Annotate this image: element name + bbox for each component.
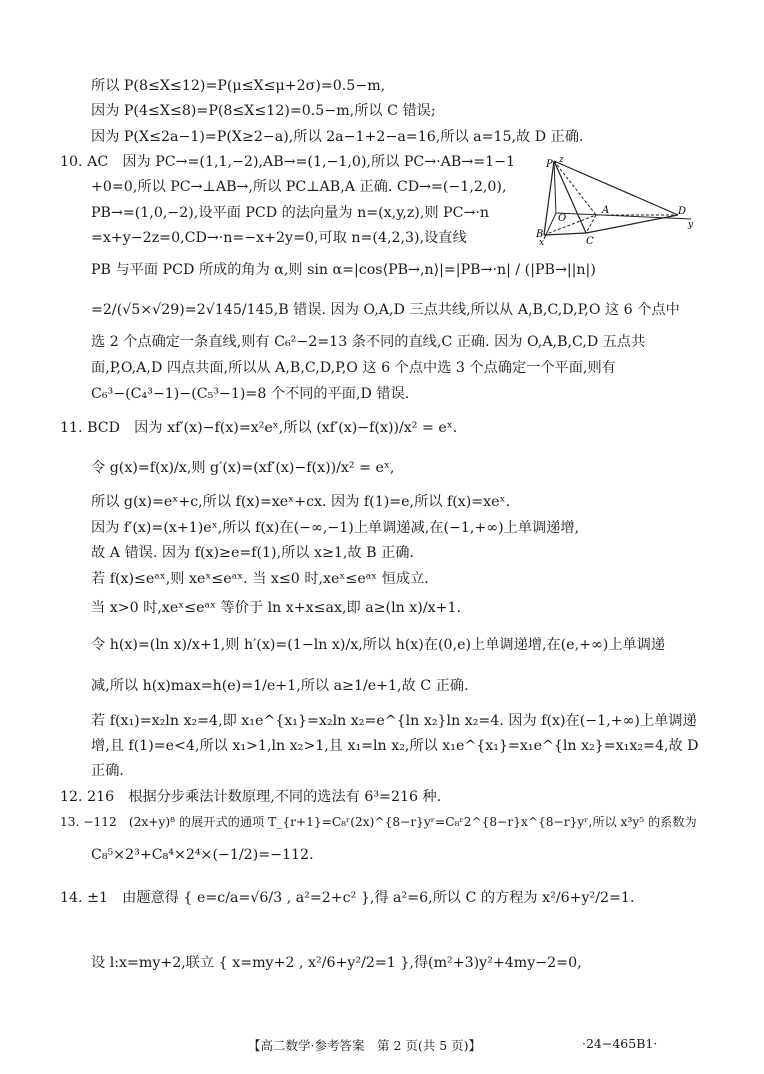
edge-pd [554,161,678,215]
text-line: 因为 P(X≤2a−1)=P(X≥2−a),所以 2a−1+2−a=16,所以 a=15,故 D 正确. [91,129,584,145]
text-line: +0=0,所以 PC→⊥AB→,所以 PC⊥AB,A 正确. CD→=(−1,2,0), [91,179,507,195]
text-line: 正确. [91,763,124,779]
text-line: 所以 g(x)=eˣ+c,所以 f(x)=xeˣ+cx. 因为 f(1)=e,所以 f(x)=xeˣ. [91,494,511,510]
text-line: 13. −112 (2x+y)⁸ 的展开式的通项 T_{r+1}=C₈ʳ(2x)^{8−r}yʳ=C₈ʳ2^{8−r}x^{8−r}yʳ,所以 x³y⁵ 的系数为 [60,815,697,829]
edge-cd [586,215,678,233]
text-line: 当 x>0 时,xeˣ≤eᵃˣ 等价于 ln x+x≤ax,即 a≥(ln x)/x+1. [91,600,462,616]
text-line: =2/(√5×√29)=2√145/145,B 错误. 因为 O,A,D 三点共线,所以从 A,B,C,D,P,O 这 6 个点中 [91,302,680,318]
text-line: 令 g(x)=f(x)/x,则 g′(x)=(xf′(x)−f(x))/x² = eˣ, [91,460,395,476]
label-p: P [546,159,553,170]
edge-bc [544,233,586,235]
text-line: 设 l:x=my+2,联立 { x=my+2 , x²/6+y²/2=1 },得(m²+3)y²+4my−2=0, [91,955,582,971]
text-line: 增,且 f(1)=e<4,所以 x₁>1,ln x₂>1,且 x₁=ln x₂,所以 x₁e^{x₁}=x₁e^{ln x₂}=x₁x₂=4,故 D [91,738,699,754]
text-line: 面,P,O,A,D 四点共面,所以从 A,B,C,D,P,O 这 6 个点中选 3 个点确定一个平面,则有 [91,360,616,376]
label-a: A [602,205,610,216]
text-line: 选 2 个点确定一条直线,则有 C₆²−2=13 条不同的直线,C 正确. 因为 O,A,B,C,D 五点共 [91,334,646,350]
footer-code: ·24−465B1· [582,1036,658,1051]
text-line: 若 f(x)≤eᵃˣ,则 xeˣ≤eᵃˣ. 当 x≤0 时,xeˣ≤eᵃˣ 恒成立. [91,571,429,587]
text-line: 减,所以 h(x)max=h(e)=1/e+1,所以 a≥1/e+1,故 C 正确. [91,678,469,694]
label-c: C [586,236,594,245]
label-x: x [539,238,545,245]
text-line: 若 f(x₁)=x₂ln x₂=4,即 x₁e^{x₁}=x₂ln x₂=e^{ln x₂}ln x₂=4. 因为 f(x)在(−1,+∞)上单调递 [91,713,697,729]
text-line: 11. BCD 因为 xf′(x)−f(x)=x²eˣ,所以 (xf′(x)−f(x))/x² = eˣ. [60,420,458,436]
label-y: y [688,220,694,230]
edge-pb [544,161,554,235]
text-line: PB 与平面 PCD 所成的角为 α,则 sin α=|cos⟨PB→,n⟩|=|PB→·n| / (|PB→||n|) [91,262,596,278]
text-line: 因为 f′(x)=(x+1)eˣ,所以 f(x)在(−∞,−1)上单调递减,在(−1,+∞)上单调递增, [91,520,580,536]
text-line: =x+y−2z=0,CD→·n=−x+2y=0,可取 n=(4,2,3),设直线 [91,230,467,246]
geometry-figure [536,153,698,245]
text-line: 因为 P(4≤X≤8)=P(8≤X≤12)=0.5−m,所以 C 错误; [91,103,436,119]
text-line: C₆³−(C₄³−1)−(C₅³−1)=8 个不同的平面,D 错误. [91,386,410,402]
text-line: 10. AC 因为 PC→=(1,1,−2),AB→=(1,−1,0),所以 PC→·AB→=1−1 [60,154,516,170]
text-line: 令 h(x)=(ln x)/x+1,则 h′(x)=(1−ln x)/x,所以 h(x)在(0,e)上单调递增,在(e,+∞)上单调递 [91,637,666,653]
text-line: 故 A 错误. 因为 f(x)≥e=f(1),所以 x≥1,故 B 正确. [91,545,414,561]
label-b: B [536,229,544,240]
footer-title: 【高二数学·参考答案 第 2 页(共 5 页)】 [248,1038,482,1053]
axis-z-line [554,161,556,213]
label-d: D [678,206,687,217]
label-z: z [559,155,564,165]
text-line: 12. 216 根据分步乘法计数原理,不同的选法有 6³=216 种. [60,789,442,805]
text-line: 14. ±1 由题意得 { e=c/a=√6/3 , a²=2+c² },得 a²=6,所以 C 的方程为 x²/6+y²/2=1. [60,890,635,906]
text-line: C₈⁵×2³+C₈⁴×2⁴×(−1/2)=−112. [91,847,314,863]
edge-ac [586,215,596,233]
text-line: 所以 P(8≤X≤12)=P(μ≤X≤μ+2σ)=0.5−m, [91,78,386,94]
label-o: O [558,213,567,224]
text-line: PB→=(1,0,−2),设平面 PCD 的法向量为 n=(x,y,z),则 PC→·n [91,205,489,221]
